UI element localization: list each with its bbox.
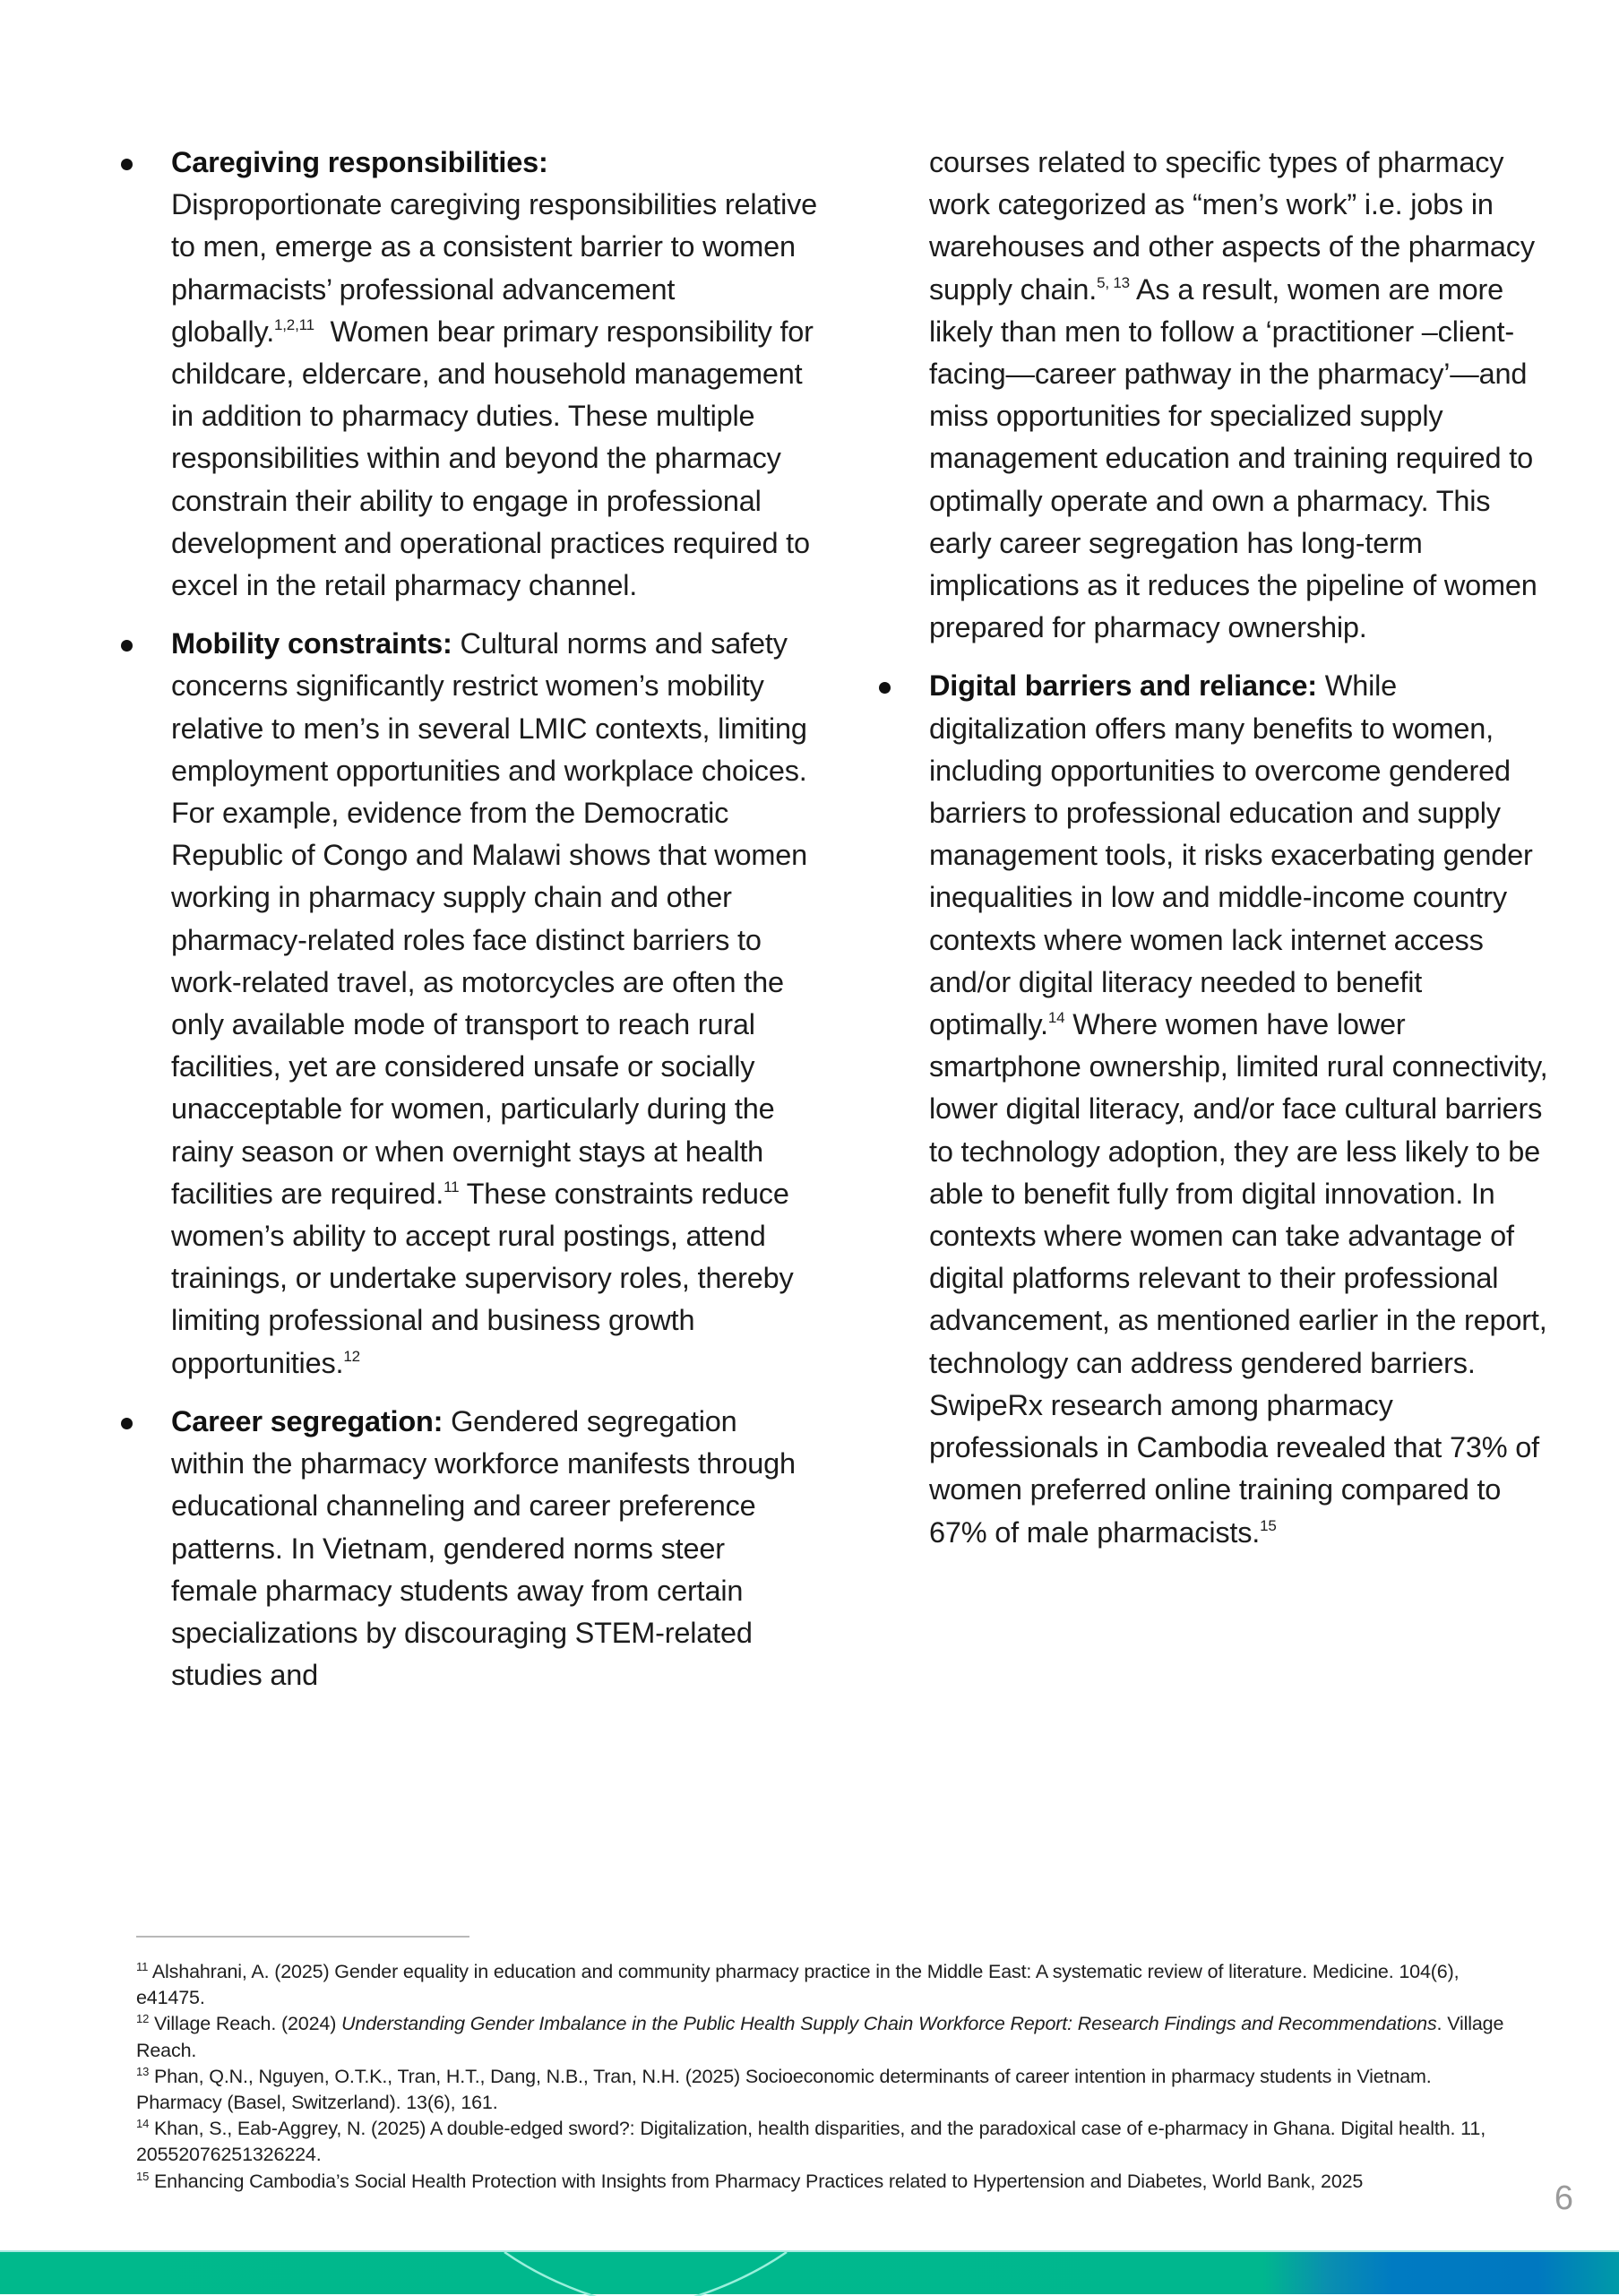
citation: 14 bbox=[1047, 1009, 1065, 1027]
bullet-icon bbox=[121, 640, 133, 652]
bullet-text: Cultural norms and safety concerns significantly restrict women’s mobility relative to men’s in several LMIC contexts, limiting employment opportunities and workplace choices. For example, evidence from the Democratic Republic of Congo and Malawi shows that women working in pharmacy supply chain and other pharmacy-related roles face distinct barriers to work-related travel, as motorcycles are often the only available mode of transport to reach rural facilities, yet are considered unsafe or socially unacceptable for women, particularly during the rainy season or when overnight stays at health facilities are required. bbox=[171, 627, 807, 1210]
career-segregation-continued bbox=[876, 142, 1557, 649]
footnote-number: 15 bbox=[136, 2169, 150, 2183]
citation: 1,2,11 bbox=[274, 315, 314, 333]
bullet-heading: Digital barriers and reliance: bbox=[929, 669, 1317, 703]
bullet-heading: Mobility constraints: bbox=[171, 627, 452, 660]
footnote-text: Phan, Q.N., Nguyen, O.T.K., Tran, H.T., Dang, N.B., Tran, N.H. (2025) Socioeconomic determinants of career intention in pharmacy students in Vietnam. Pharmacy (Basel, Switzerland). 13(6), 161. bbox=[136, 2065, 1432, 2114]
decorative-arc-icon bbox=[0, 2252, 1619, 2296]
footnote-number: 11 bbox=[136, 1960, 149, 1973]
footnote-text: Enhancing Cambodia’s Social Health Protection with Insights from Pharmacy Practices related to Hypertension and Diabetes, World Bank, 2025 bbox=[149, 2170, 1364, 2192]
footer-band bbox=[0, 2250, 1619, 2294]
footnote-14 bbox=[136, 2116, 1516, 2168]
bullet-mobility bbox=[118, 623, 817, 1385]
bullet-text: Women bear primary responsibility for childcare, eldercare, and household management in addition to pharmacy duties. These multiple responsibilities within and beyond the pharmacy constrain their ability to engage in professional development and operational practices required to excel in the retail pharmacy channel. bbox=[171, 315, 822, 602]
bullet-career-segregation bbox=[118, 1401, 817, 1696]
bullet-icon bbox=[121, 1418, 133, 1429]
bullet-heading: Caregiving responsibilities: bbox=[171, 146, 548, 178]
bullet-text: While digitalization offers many benefits to women, including opportunities to overcome gendered barriers to professional education and supply management tools, it risks exacerbating gender inequalities in low and middle-income country contexts where women lack internet access and/or digital literacy needed to benefit optimally. bbox=[929, 669, 1533, 1041]
paragraph-text: courses related to specific types of pharmacy work categorized as “men’s work” i.e. jobs in warehouses and other aspects of the pharmacy supply chain. bbox=[929, 146, 1535, 306]
bullet-text: These constraints reduce women’s ability to accept rural postings, attend trainings, or undertake supervisory roles, thereby limiting professional and business growth opportunities. bbox=[171, 1177, 794, 1379]
footnote-11 bbox=[136, 1959, 1516, 2011]
footnote-text: Alshahrani, A. (2025) Gender equality in education and community pharmacy practice in the Middle East: A systematic review of literature. Medicine. 104(6), e41475. bbox=[136, 1961, 1460, 2009]
bullet-heading: Career segregation: bbox=[171, 1404, 444, 1437]
footnote-number: 14 bbox=[136, 2117, 150, 2131]
bullet-digital-barriers bbox=[876, 665, 1557, 1553]
footnote-text: Village Reach. (2024) bbox=[149, 2013, 342, 2035]
citation: 11 bbox=[444, 1178, 460, 1195]
footnote-15 bbox=[136, 2169, 1516, 2195]
bullet-icon bbox=[121, 159, 133, 170]
citation: 15 bbox=[1260, 1516, 1277, 1534]
bullet-text: Disproportionate caregiving responsibilities relative to men, emerge as a consistent barrier to women pharmacists’ professional advancement globally. bbox=[171, 188, 818, 348]
bullet-text: Gendered segregation within the pharmacy workforce manifests through educational channeling and career preference patterns. In Vietnam, gendered norms steer female pharmacy students away from certain specializations by discouraging STEM-related studies and bbox=[171, 1404, 796, 1692]
footnote-number: 13 bbox=[136, 2064, 150, 2078]
footnote-text: . Village Reach. bbox=[136, 2013, 1504, 2061]
bullet-icon bbox=[879, 682, 891, 694]
page-number: 6 bbox=[1554, 2179, 1573, 2217]
footnote-title: Understanding Gender Imbalance in the Public Health Supply Chain Workforce Report: Research Findings and Recommendations bbox=[341, 2013, 1437, 2035]
footnote-number: 12 bbox=[136, 2012, 150, 2026]
citation: 5, 13 bbox=[1097, 273, 1130, 291]
footnote-text: Khan, S., Eab-Aggrey, N. (2025) A double-edged sword?: Digitalization, health disparities, and the paradoxical case of e-pharmacy in Ghana. Digital health. 11, 20552076251326224. bbox=[136, 2118, 1486, 2166]
bullet-caregiving bbox=[118, 142, 822, 607]
left-column bbox=[118, 142, 822, 1713]
bullet-text: Where women have lower smartphone ownership, limited rural connectivity, lower digital literacy, and/or face cultural barriers to technology adoption, they are less likely to be able to benefit fully from digital innovation. In contexts where women can take advantage of digital platforms relevant to their professional advancement, as mentioned earlier in the report, technology can address gendered barriers. SwipeRx research among pharmacy professionals in Cambodia revealed that 73% of women preferred online training compared to 67% of male pharmacists. bbox=[929, 1008, 1548, 1549]
footnote-12 bbox=[136, 2011, 1516, 2063]
footnote-divider bbox=[136, 1936, 469, 1938]
footnotes bbox=[136, 1959, 1516, 2195]
footnote-13 bbox=[136, 2064, 1516, 2116]
right-column bbox=[876, 142, 1557, 1570]
paragraph-text: As a result, women are more likely than men to follow a ‘practitioner –client-facing—career pathway in the pharmacy’—and miss opportunities for specialized supply management education and training required to optimally operate and own a pharmacy. This early career segregation has long-term implications as it reduces the pipeline of women prepared for pharmacy ownership. bbox=[929, 272, 1537, 644]
citation: 12 bbox=[343, 1347, 360, 1365]
